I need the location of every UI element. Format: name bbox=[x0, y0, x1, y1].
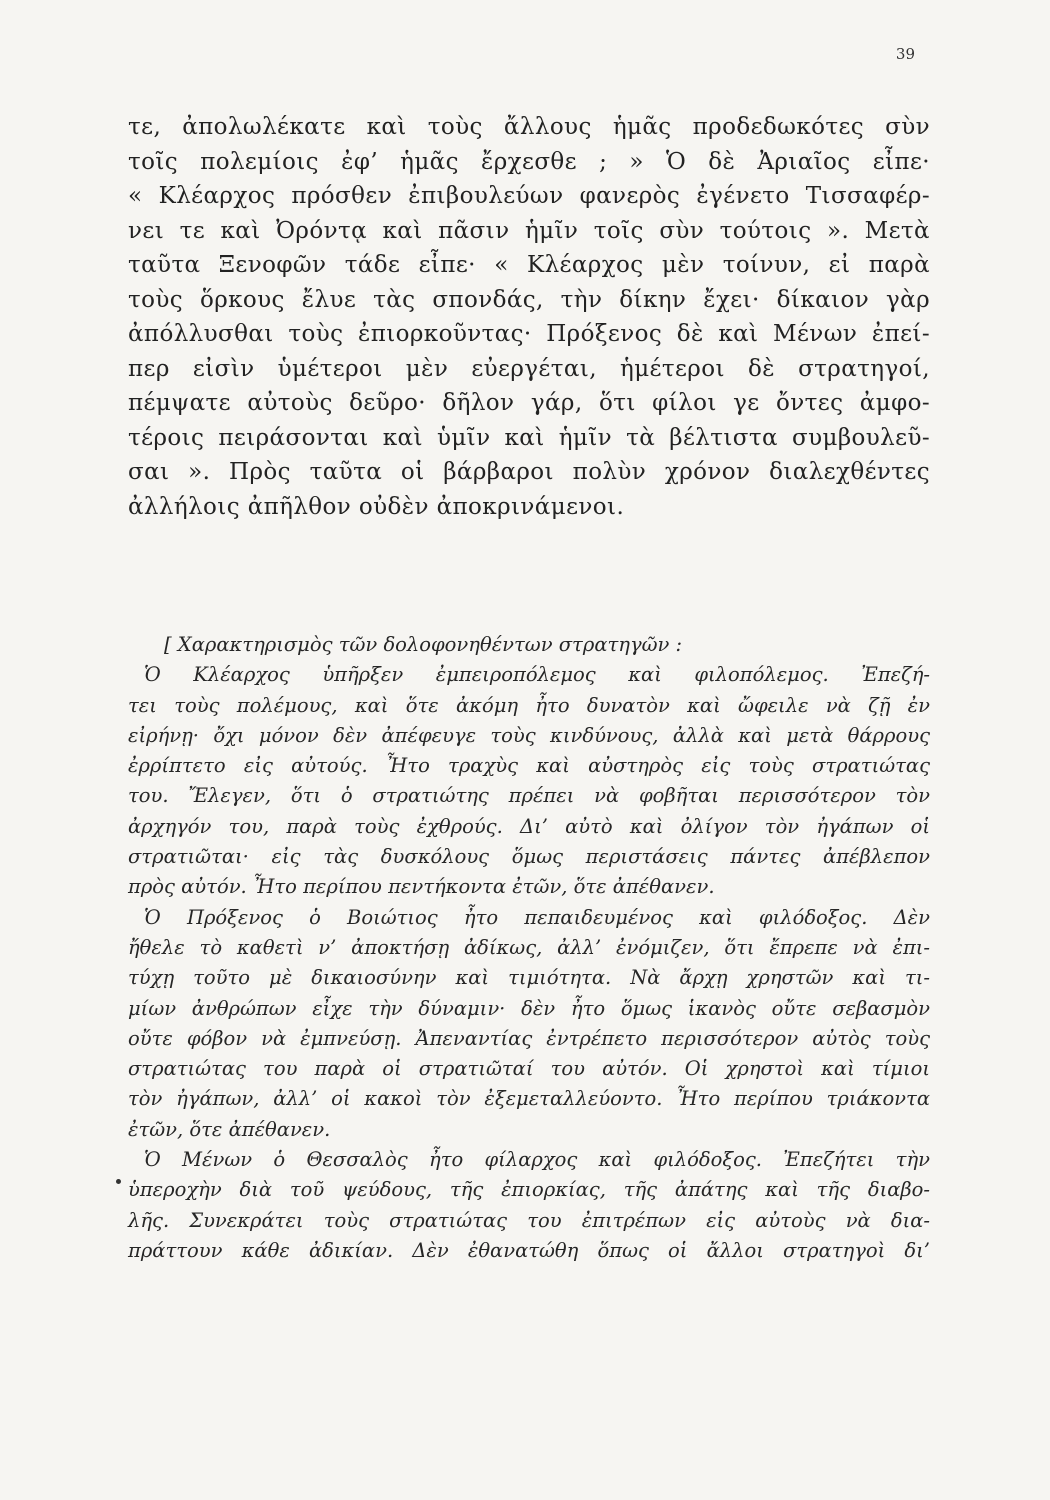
main-text-line: τοῖς πολεμίοις ἐφ’ ἡμᾶς ἔρχεσθε ; » Ὁ δὲ Ἀριαῖος εἶπε· bbox=[128, 148, 930, 175]
notes-line: ἤθελε τὸ καθετὶ ν’ ἀποκτήσῃ ἀδίκως, ἀλλ’ ἐνόμιζεν, ὅτι ἔπρεπε νὰ ἐπι- bbox=[128, 935, 930, 959]
notes-heading: [ Χαρακτηρισμὸς τῶν δολοφονηθέντων στρατηγῶν : bbox=[164, 633, 683, 656]
main-text-line: « Κλέαρχος πρόσθεν ἐπιβουλεύων φανερὸς ἐγένετο Τισσαφέρ- bbox=[128, 183, 930, 209]
notes-line: ἀρχηγόν του, παρὰ τοὺς ἐχθρούς. Δι’ αὐτὸ καὶ ὀλίγον τὸν ἠγάπων οἱ bbox=[128, 814, 930, 838]
notes-line: του. Ἔλεγεν, ὅτι ὁ στρατιώτης πρέπει νὰ φοβῆται περισσότερον τὸν bbox=[128, 784, 930, 808]
notes-line: πράττουν κάθε ἀδικίαν. Δὲν ἐθανατώθη ὅπως οἱ ἄλλοι στρατηγοὶ δι’ bbox=[128, 1238, 930, 1262]
notes-line: στρατιῶται· εἰς τὰς δυσκόλους ὅμως περιστάσεις πάντες ἀπέβλεπον bbox=[128, 845, 930, 869]
main-text-line: περ εἰσὶν ὑμέτεροι μὲν εὐεργέται, ἡμέτεροι δὲ στρατηγοί, bbox=[128, 355, 930, 382]
notes-line: οὔτε φόβον νὰ ἐμπνεύσῃ. Ἀπεναντίας ἐντρέπετο περισσότερον αὐτὸς τοὺς bbox=[128, 1026, 930, 1050]
commentary-notes bbox=[128, 630, 930, 1266]
main-greek-text bbox=[128, 110, 930, 524]
main-text-line: νει τε καὶ Ὀρόντᾳ καὶ πᾶσιν ἡμῖν τοῖς σὺν τούτοις ». Μετὰ bbox=[128, 217, 930, 244]
notes-line: τὸν ἠγάπων, ἀλλ’ οἱ κακοὶ τὸν ἐξεμεταλλεύοντο. Ἦτο περίπου τριάκοντα bbox=[128, 1087, 930, 1111]
main-text-line: τε, ἀπολωλέκατε καὶ τοὺς ἄλλους ἡμᾶς προδεδωκότες σὺν bbox=[128, 114, 930, 140]
notes-line: ἐτῶν, ὅτε ἀπέθανεν. bbox=[128, 1117, 331, 1141]
notes-line: τύχῃ τοῦτο μὲ δικαιοσύνην καὶ τιμιότητα. Νὰ ἄρχῃ χρηστῶν καὶ τι- bbox=[128, 966, 930, 990]
notes-line: λῆς. Συνεκράτει τοὺς στρατιώτας του ἐπιτρέπων εἰς αὐτοὺς νὰ δια- bbox=[128, 1208, 930, 1232]
main-text-line: ἀλλήλοις ἀπῆλθον οὐδὲν ἀποκρινάμενοι. bbox=[128, 493, 625, 520]
main-text-line: ταῦτα Ξενοφῶν τάδε εἶπε· « Κλέαρχος μὲν τοίνυν, εἰ παρὰ bbox=[128, 252, 930, 278]
notes-line: πρὸς αὐτόν. Ἦτο περίπου πεντήκοντα ἐτῶν, ὅτε ἀπέθανεν. bbox=[128, 875, 715, 899]
notes-line: τει τοὺς πολέμους, καὶ ὅτε ἀκόμη ἦτο δυνατὸν καὶ ὤφειλε νὰ ζῇ ἐν bbox=[128, 693, 930, 717]
notes-line: Ὁ Μένων ὁ Θεσσαλὸς ἦτο φίλαρχος καὶ φιλόδοξος. Ἐπεζήτει τὴν bbox=[144, 1148, 930, 1172]
main-text-line: πέμψατε αὐτοὺς δεῦρο· δῆλον γάρ, ὅτι φίλοι γε ὄντες ἀμφο- bbox=[128, 390, 930, 416]
notes-line: Ὁ Πρόξενος ὁ Βοιώτιος ἦτο πεπαιδευμένος καὶ φιλόδοξος. Δὲν bbox=[144, 905, 930, 929]
notes-line: μίων ἀνθρώπων εἶχε τὴν δύναμιν· δὲν ἦτο ὅμως ἱκανὸς οὔτε σεβασμὸν bbox=[128, 996, 930, 1020]
notes-line: εἰρήνῃ· ὄχι μόνον δὲν ἀπέφευγε τοὺς κινδύνους, ἀλλὰ καὶ μετὰ θάρρους bbox=[128, 723, 930, 747]
notes-line: στρατιώτας του παρὰ οἱ στρατιῶταί του αὐτόν. Οἱ χρηστοὶ καὶ τίμιοι bbox=[128, 1057, 930, 1081]
notes-line: Ὁ Κλέαρχος ὑπῆρξεν ἐμπειροπόλεμος καὶ φιλοπόλεμος. Ἐπεζή- bbox=[144, 663, 930, 687]
notes-line: ἐρρίπτετο εἰς αὐτούς. Ἦτο τραχὺς καὶ αὐστηρὸς εἰς τοὺς στρατιώτας bbox=[128, 754, 930, 778]
main-text-line: σαι ». Πρὸς ταῦτα οἱ βάρβαροι πολὺν χρόνον διαλεχθέντες bbox=[128, 459, 930, 485]
main-text-line: τοὺς ὅρκους ἔλυε τὰς σπονδάς, τὴν δίκην ἔχει· δίκαιον γὰρ bbox=[128, 286, 930, 313]
notes-line: ὑπεροχὴν διὰ τοῦ ψεύδους, τῆς ἐπιορκίας, τῆς ἀπάτης καὶ τῆς διαβο- bbox=[128, 1178, 930, 1202]
margin-mark bbox=[116, 1179, 121, 1184]
main-text-line: ἀπόλλυσθαι τοὺς ἐπιορκοῦντας· Πρόξενος δὲ καὶ Μένων ἐπεί- bbox=[128, 321, 930, 347]
page-number: 39 bbox=[895, 45, 915, 63]
main-text-line: τέροις πειράσονται καὶ ὑμῖν καὶ ἡμῖν τὰ βέλτιστα συμβουλεῦ- bbox=[128, 424, 930, 451]
